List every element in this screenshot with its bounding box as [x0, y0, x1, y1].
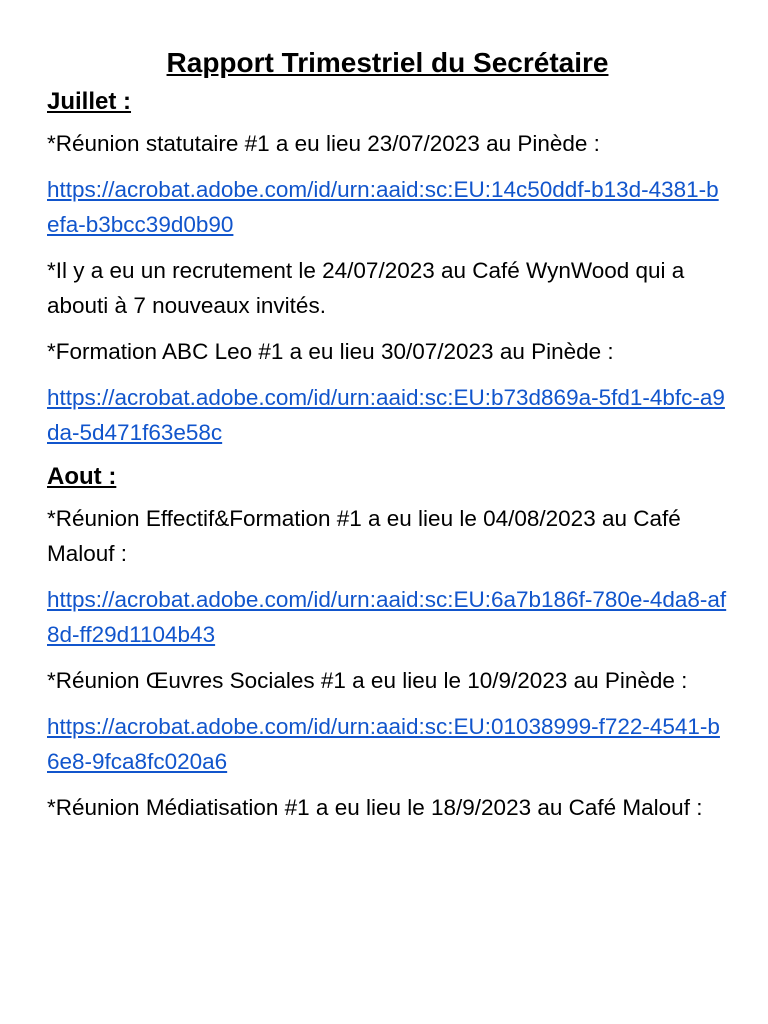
paragraph-recrutement: *Il y a eu un recrutement le 24/07/2023 au Café WynWood qui a abouti à 7 nouveaux invités. — [47, 258, 685, 318]
link-reunion-statutaire[interactable]: https://acrobat.adobe.com/id/urn:aaid:sc:EU:14c50ddf-b13d-4381-befa-b3bcc39d0b90 — [47, 177, 719, 237]
link-formation-abc-leo[interactable]: https://acrobat.adobe.com/id/urn:aaid:sc:EU:b73d869a-5fd1-4bfc-a9da-5d471f63e58c — [47, 385, 725, 445]
link-oeuvres-sociales[interactable]: https://acrobat.adobe.com/id/urn:aaid:sc:EU:01038999-f722-4541-b6e8-9fca8fc020a6 — [47, 714, 720, 774]
section-heading-juillet: Juillet : — [47, 88, 132, 115]
section-heading-aout: Aout : — [47, 463, 117, 490]
paragraph-formation-abc-leo: *Formation ABC Leo #1 a eu lieu 30/07/2023 au Pinède : — [47, 339, 614, 364]
paragraph-effectif-formation: *Réunion Effectif&Formation #1 a eu lieu le 04/08/2023 au Café Malouf : — [47, 506, 681, 566]
link-effectif-formation[interactable]: https://acrobat.adobe.com/id/urn:aaid:sc:EU:6a7b186f-780e-4da8-af8d-ff29d1104b43 — [47, 587, 727, 647]
paragraph-reunion-statutaire: *Réunion statutaire #1 a eu lieu 23/07/2023 au Pinède : — [47, 131, 600, 156]
document-title: Rapport Trimestriel du Secrétaire — [166, 47, 609, 78]
paragraph-mediatisation: *Réunion Médiatisation #1 a eu lieu le 18/9/2023 au Café Malouf : — [47, 795, 703, 820]
paragraph-oeuvres-sociales: *Réunion Œuvres Sociales #1 a eu lieu le 10/9/2023 au Pinède : — [47, 668, 688, 693]
